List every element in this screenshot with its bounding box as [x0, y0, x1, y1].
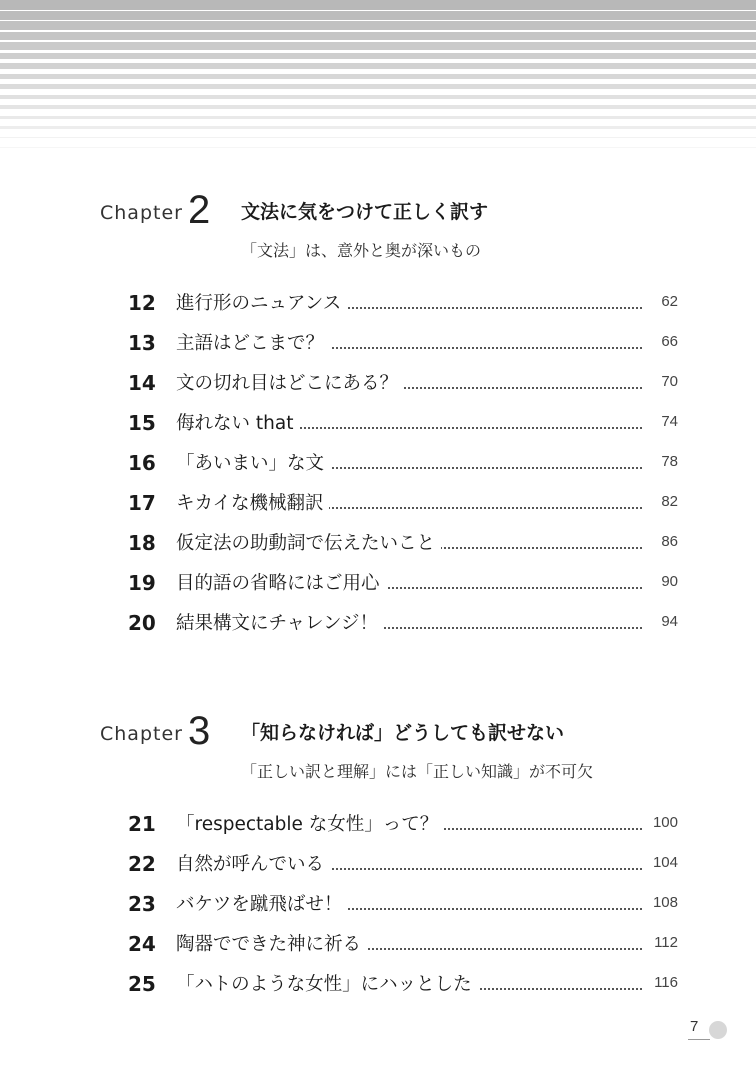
toc-entry[interactable] [128, 842, 680, 882]
entry-number: 15 [128, 411, 156, 435]
toc-entry[interactable] [128, 441, 680, 481]
header-stripe [0, 63, 756, 69]
header-stripe [0, 0, 756, 10]
header-stripe [0, 21, 756, 30]
entry-number: 21 [128, 812, 156, 836]
entry-page: 78 [657, 453, 678, 470]
chapter-subtitle: 「正しい訳と理解」には「正しい知識」が不可欠 [241, 762, 594, 781]
entry-number: 20 [128, 611, 156, 635]
entry-title: 主語はどこまで？ [176, 329, 330, 355]
header-stripe [0, 53, 756, 60]
header-stripe [0, 42, 756, 50]
header-stripe [0, 32, 756, 40]
header-stripe [0, 74, 756, 80]
header-stripe [0, 116, 756, 119]
entry-number: 24 [128, 932, 156, 956]
entry-page: 104 [649, 854, 678, 871]
entry-number: 23 [128, 892, 156, 916]
entry-number: 16 [128, 451, 156, 475]
entry-title: 「あいまい」な文 [176, 449, 330, 475]
entry-title: バケツを蹴飛ばせ！ [176, 890, 348, 916]
chapter-subtitle: 「文法」は、意外と奥が深いもの [241, 241, 482, 260]
entry-number: 18 [128, 531, 156, 555]
page-number: 7 [690, 1018, 699, 1035]
header-stripe [0, 95, 756, 99]
toc-list-chapter-3 [128, 802, 680, 1002]
entry-page: 112 [650, 934, 678, 951]
page-number-underline [688, 1039, 710, 1040]
entry-title: 「respectable な女性」って？ [176, 810, 444, 836]
entry-page: 62 [657, 293, 678, 310]
chapter-2-heading [100, 186, 700, 260]
header-stripe [0, 84, 756, 89]
entry-number: 22 [128, 852, 156, 876]
header-stripe [0, 11, 756, 20]
toc-entry[interactable] [128, 401, 680, 441]
toc-entry[interactable] [128, 962, 680, 1002]
header-stripe [0, 126, 756, 129]
toc-entry[interactable] [128, 521, 680, 561]
entry-number: 13 [128, 331, 156, 355]
toc-entry[interactable] [128, 561, 680, 601]
entry-page: 90 [657, 573, 678, 590]
entry-page: 66 [657, 333, 678, 350]
toc-entry[interactable] [128, 281, 680, 321]
toc-entry[interactable] [128, 922, 680, 962]
entry-page: 100 [649, 814, 678, 831]
entry-title: 陶器でできた神に祈る [176, 930, 367, 956]
entry-page: 116 [650, 974, 678, 991]
entry-number: 19 [128, 571, 156, 595]
entry-title: 文の切れ目はどこにある？ [176, 369, 404, 395]
chapter-3-heading [100, 707, 700, 781]
entry-title: 自然が呼んでいる [176, 850, 330, 876]
chapter-label: Chapter [100, 723, 183, 745]
entry-page: 74 [657, 413, 678, 430]
entry-title: 結果構文にチャレンジ！ [176, 609, 384, 635]
toc-entry[interactable] [128, 361, 680, 401]
toc-entry[interactable] [128, 481, 680, 521]
page-marker-dot [709, 1021, 727, 1039]
entry-number: 12 [128, 291, 156, 315]
header-stripe [0, 137, 756, 139]
toc-entry[interactable] [128, 802, 680, 842]
toc-entry[interactable] [128, 882, 680, 922]
entry-title: 「ハトのような女性」にハッとした [176, 970, 478, 996]
entry-page: 70 [657, 373, 678, 390]
header-stripe [0, 105, 756, 109]
toc-list-chapter-2 [128, 281, 680, 641]
entry-title: 仮定法の助動詞で伝えたいこと [176, 529, 441, 555]
entry-title: キカイな機械翻訳 [176, 489, 329, 515]
entry-title: 目的語の省略にはご用心 [176, 569, 386, 595]
entry-page: 94 [657, 613, 678, 630]
toc-entry[interactable] [128, 601, 680, 641]
entry-page: 86 [657, 533, 678, 550]
header-stripes [0, 0, 756, 170]
chapter-label: Chapter [100, 202, 183, 224]
toc-entry[interactable] [128, 321, 680, 361]
entry-title: 侮れない that [176, 409, 299, 435]
entry-number: 14 [128, 371, 156, 395]
entry-page: 108 [649, 894, 678, 911]
header-stripe [0, 147, 756, 148]
chapter-number: 2 [188, 188, 211, 232]
chapter-title: 「知らなければ」どうしても訳せない [241, 722, 565, 744]
chapter-title: 文法に気をつけて正しく訳す [241, 201, 489, 223]
entry-page: 82 [657, 493, 678, 510]
chapter-number: 3 [188, 709, 211, 753]
entry-number: 25 [128, 972, 156, 996]
entry-number: 17 [128, 491, 156, 515]
entry-title: 進行形のニュアンス [176, 289, 347, 315]
